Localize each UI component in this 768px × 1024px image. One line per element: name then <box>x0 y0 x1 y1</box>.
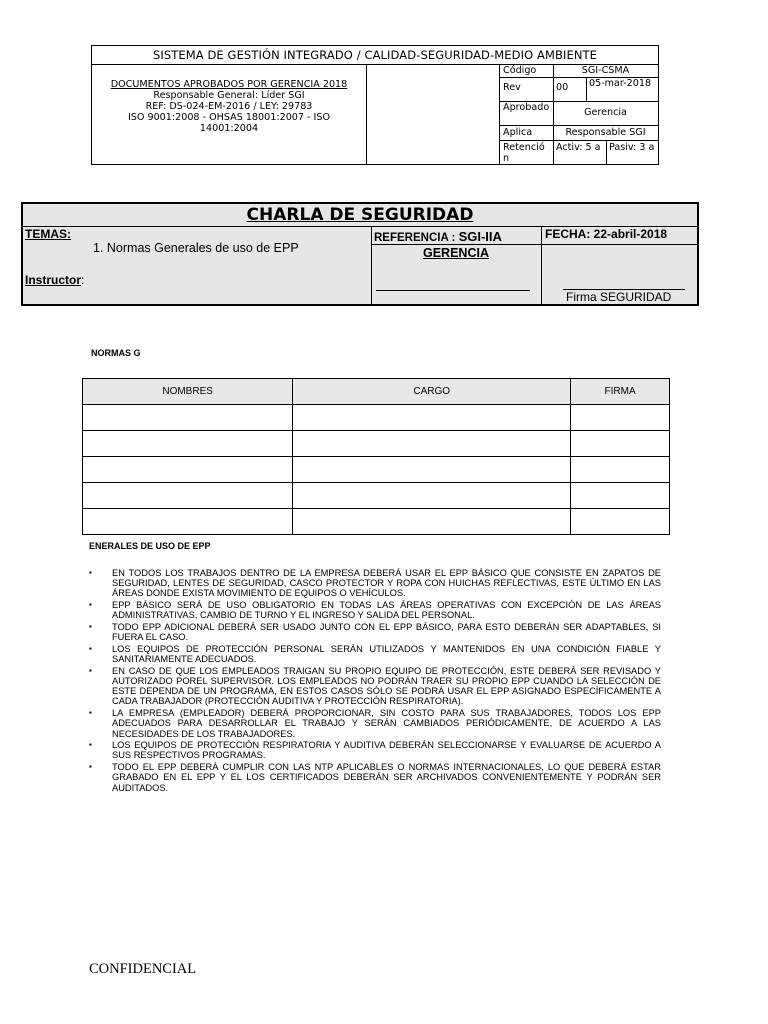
table-row <box>83 431 670 457</box>
temas-label: TEMAS: <box>25 227 71 241</box>
document-control-grid <box>500 65 658 165</box>
list-item: ▪ TODO EPP ADICIONAL DEBERÁ SER USADO JUNTO CON EL EPP BÁSICO, PARA ESTO DEBERÁN SER ADAPTABLES, SI FUERA EL CASO. <box>89 622 661 642</box>
list-item: ▪ LA EMPRESA (EMPLEADOR) DEBERÁ PROPORCIONAR, SIN COSTO PARA SUS TRABAJADORES, TODOS LOS EPP ADECUADOS PARA DESARROLLAR EL TRABAJO Y SERÁN CAMBIADOS PERIÓDICAMENTE, DE ACUERDO A LAS NECESIDADES DE LOS TRABAJADORES. <box>89 708 661 739</box>
fecha-value: 22-abril-2018 <box>593 227 668 241</box>
position-cell[interactable] <box>293 431 571 457</box>
signature-cell[interactable] <box>571 483 670 509</box>
document-approval-info <box>92 65 367 165</box>
safety-talk-title: CHARLA DE SEGURIDAD <box>23 204 697 227</box>
gerencia-label: GERENCIA <box>423 246 489 260</box>
column-header-firma: FIRMA <box>571 379 670 405</box>
rev-value: 00 <box>556 82 569 93</box>
rules-list <box>89 568 661 794</box>
table-row <box>83 405 670 431</box>
list-item: ▪ LOS EQUIPOS DE PROTECCIÓN RESPIRATORIA Y AUDITIVA DEBERÁN SELECCIONARSE Y EVALUARSE DE ACUERDO A SUS RESPECTIVOS PROGRAMAS. <box>89 740 661 760</box>
table-row <box>83 509 670 535</box>
fecha-label: FECHA: 22-abril-2018 <box>545 227 668 241</box>
position-cell[interactable] <box>293 457 571 483</box>
attendance-table <box>82 378 670 535</box>
name-cell[interactable] <box>83 509 293 535</box>
iso-line: ISO 9001:2008 - OHSAS 18001:2007 - ISO <box>127 112 331 123</box>
logo-placeholder <box>367 65 500 165</box>
instructor-label: Instructor: <box>25 273 85 287</box>
list-item: ▪ TODO EL EPP DEBERÁ CUMPLIR CON LAS NTP APLICABLES O NORMAS INTERNACIONALES, LO QUE DEBERÁ ESTAR GRABADO EN EL EPP Y EL LOS CERTIFICADOS DEBERÁN SER ARCHIVADOS CONVENIENTEMENTE Y PODRÁN SER AUDITADOS. <box>89 762 661 793</box>
rev-date: 05-mar-2018 <box>589 78 652 89</box>
name-cell[interactable] <box>83 457 293 483</box>
iso-line-cont: 14001:2004 <box>199 123 259 134</box>
list-item: ▪ EN CASO DE QUE LOS EMPLEADOS TRAIGAN SU PROPIO EQUIPO DE PROTECCIÓN, ESTE DEBERÁ SER REVISADO Y AUTORIZADO POREL SUPERVISOR. LOS EMPLEADOS NO PODRÁN TRAER SU PROPIO EPP CUANDO LA SELECCIÓN DE ESTE DEPENDA DE UN PROGRAMA, EN ESTOS CASOS SÓLO SE PODRÁ USAR EL EPP ASIGNADO ESPECÍFICAMENTE A CADA TRABAJADOR (PROTECCIÓN AUDITIVA Y PROTECCIÓN RESPIRATORIA). <box>89 666 661 707</box>
aprobado-label: Aprobado <box>503 102 550 113</box>
aprobado-value: Gerencia <box>584 107 627 118</box>
responsible-line: Responsable General: Líder SGI <box>153 90 305 101</box>
name-cell[interactable] <box>83 431 293 457</box>
referencia-label: REFERENCIA : SGI-IIA <box>374 229 502 244</box>
reference-line: REF: DS-024-EM-2016 / LEY: 29783 <box>145 101 313 112</box>
referencia-value: SGI-IIA <box>458 229 502 244</box>
safety-talk-box <box>21 202 699 306</box>
column-header-nombres: NOMBRES <box>83 379 293 405</box>
signature-cell[interactable] <box>571 405 670 431</box>
list-item: ▪ EPP BÁSICO SERÁ DE USO OBLIGATORIO EN TODAS LAS ÁREAS OPERATIVAS CON EXCEPCIÓN DE LAS ÁREAS ADMINISTRATIVAS, CAMBIO DE TURNO Y EL INGRESO Y SALIDA DEL PERSONAL. <box>89 600 661 620</box>
confidential-footer: CONFIDENCIAL <box>89 961 197 977</box>
table-row <box>83 483 670 509</box>
firma-seguridad-label: Firma SEGURIDAD <box>566 290 672 304</box>
table-row <box>83 457 670 483</box>
signature-cell[interactable] <box>571 509 670 535</box>
gerencia-signature-line <box>376 290 530 291</box>
aplica-label: Aplica <box>503 127 533 138</box>
system-title: SISTEMA DE GESTIÓN INTEGRADO / CALIDAD-SEGURIDAD-MEDIO AMBIENTE <box>92 46 658 65</box>
position-cell[interactable] <box>293 509 571 535</box>
position-cell[interactable] <box>293 483 571 509</box>
name-cell[interactable] <box>83 483 293 509</box>
column-header-cargo: CARGO <box>293 379 571 405</box>
activ-value: Activ: 5 a <box>556 142 601 153</box>
section-label: NORMAS G <box>91 348 141 358</box>
approval-line: DOCUMENTOS APROBADOS POR GERENCIA 2018 <box>110 79 348 90</box>
aplica-value: Responsable SGI <box>565 127 646 138</box>
signature-cell[interactable] <box>571 431 670 457</box>
codigo-label: Código <box>503 65 537 76</box>
position-cell[interactable] <box>293 405 571 431</box>
name-cell[interactable] <box>83 405 293 431</box>
rev-label: Rev <box>503 82 521 93</box>
codigo-value: SGI-CSMA <box>581 65 630 76</box>
tema-item: 1. Normas Generales de uso de EPP <box>93 241 299 255</box>
pasiv-value: Pasiv: 3 a <box>609 142 655 153</box>
signature-cell[interactable] <box>571 457 670 483</box>
document-control-header <box>91 45 659 165</box>
rules-title: ENERALES DE USO DE EPP <box>89 541 211 551</box>
list-item: ▪ EN TODOS LOS TRABAJOS DENTRO DE LA EMPRESA DEBERÁ USAR EL EPP BÁSICO QUE CONSISTE EN ZAPATOS DE SEGURIDAD, LENTES DE SEGURIDAD, CASCO PROTECTOR Y ROPA CON HUICHAS REFLECTIVAS, ESTE ÚLTIMO EN LAS ÁREAS DONDE EXISTA MOVIMIENTO DE EQUIPOS O VEHÍCULOS. <box>89 568 661 599</box>
table-header-row <box>83 379 670 405</box>
retencion-label: Retención <box>503 142 545 164</box>
list-item: ▪ LOS EQUIPOS DE PROTECCIÓN PERSONAL SERÁN UTILIZADOS Y MANTENIDOS EN UNA CONDICIÓN FIABLE Y SANITARIAMENTE ADECUADOS. <box>89 644 661 664</box>
